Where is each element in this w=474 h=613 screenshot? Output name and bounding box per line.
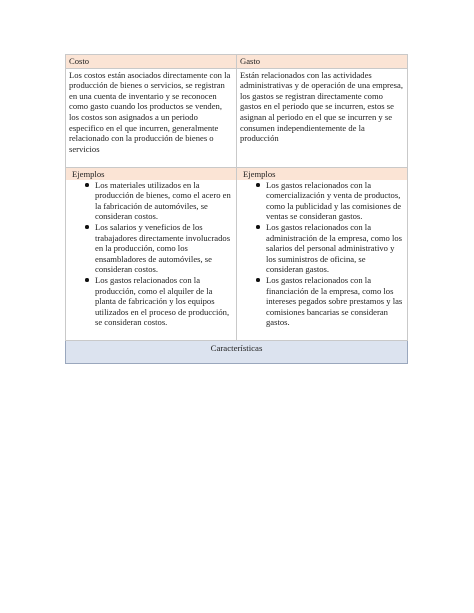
examples-gasto-label: Ejemplos bbox=[237, 168, 407, 180]
examples-costo-cell bbox=[66, 167, 237, 340]
list-item: Los materiales utilizados en la producción de bienes, como el acero en la fabricación de automóviles, se consideran costos. bbox=[95, 180, 233, 222]
footer-row bbox=[66, 340, 408, 363]
header-costo: Costo bbox=[66, 55, 237, 69]
list-item: Los gastos relacionados con la financiación de la empresa, como los intereses pegados sobre prestamos y las comisiones bancarias se consideran gastos. bbox=[266, 274, 403, 328]
examples-row bbox=[66, 167, 408, 340]
examples-gasto-list bbox=[240, 180, 404, 328]
header-gasto: Gasto bbox=[237, 55, 408, 69]
list-item: Los salarios y veneficios de los trabajadores directamente involucrados en la producción, como los ensambladores de automóviles, se consideran costos. bbox=[95, 222, 233, 275]
comparison-table bbox=[65, 54, 408, 364]
list-item: Los gastos relacionados con la comercialización y venta de productos, como la publicidad y las comisiones de ventas se consideran gastos. bbox=[266, 180, 404, 222]
list-item: Los gastos relacionados con la producción, como el alquiler de la planta de fabricación y los equipos utilizados en el proceso de producción, se consideran costos. bbox=[95, 275, 233, 328]
description-gasto: Están relacionados con las actividades administrativas y de operación de una empresa, los gastos se registran directamente como gastos en el periodo que se incurren, estos se asignan al periodo en el que se incurren y se consumen independientemente de la producción bbox=[237, 68, 408, 167]
description-costo: Los costos están asociados directamente con la producción de bienes o servicios, se registran en una cuenta de inventario y se reconocen como gasto cuando los productos se venden, los costos son asignados a un periodo especifico en el que incurren, generalmente relacionado con la producción de bienes o servicios bbox=[66, 68, 237, 167]
description-row bbox=[66, 68, 408, 167]
list-item: Los gastos relacionados con la administración de la empresa, como los salarios del personal administrativo y los suministros de oficina, se consideran gastos. bbox=[266, 221, 403, 275]
header-row bbox=[66, 55, 408, 69]
examples-costo-list bbox=[69, 180, 233, 328]
examples-gasto-cell bbox=[237, 167, 408, 340]
footer-caracteristicas: Características bbox=[66, 340, 408, 363]
examples-costo-label: Ejemplos bbox=[66, 168, 236, 180]
